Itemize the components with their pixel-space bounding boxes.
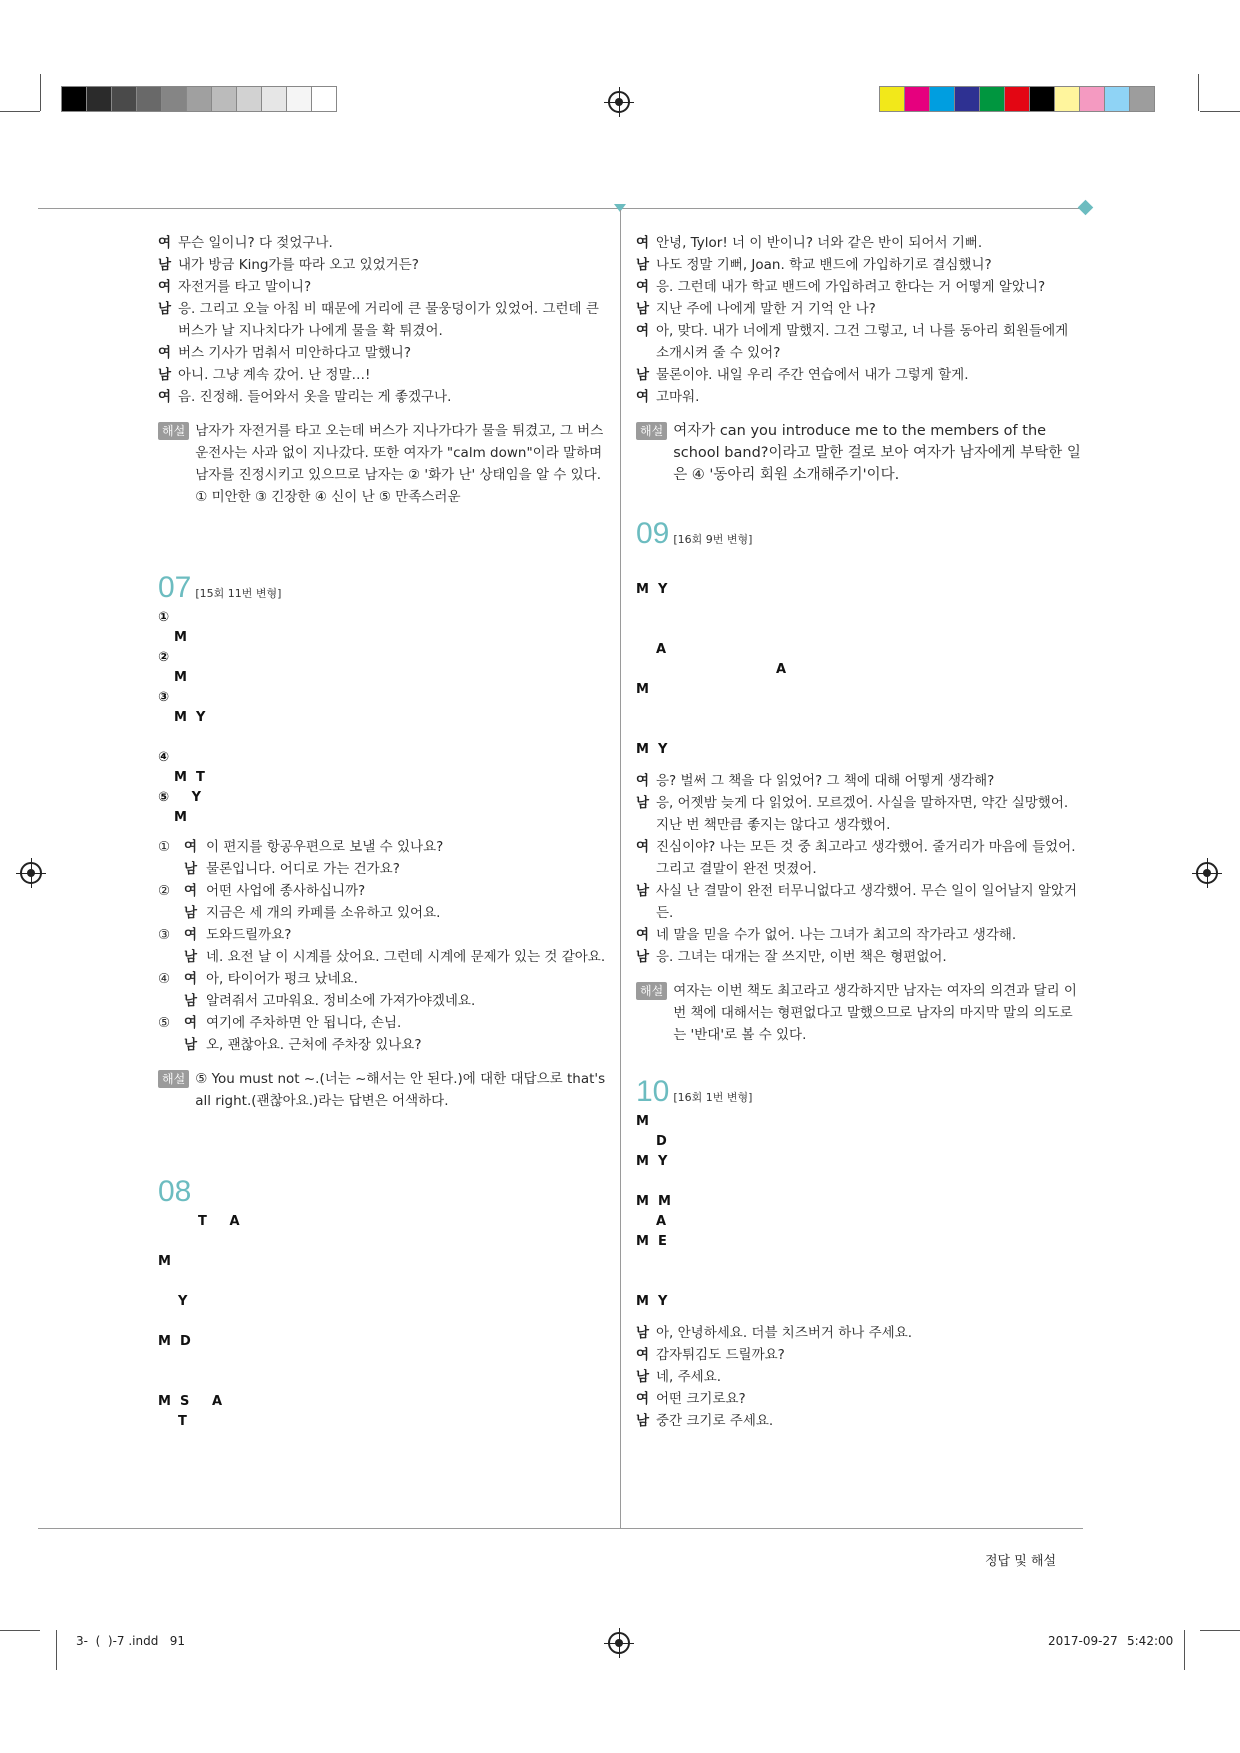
stub-line xyxy=(636,1252,1082,1272)
stub-label: M D xyxy=(158,1334,191,1349)
option-number: ⑤ xyxy=(158,1015,171,1031)
explanation-box xyxy=(158,1068,606,1112)
dialog-line xyxy=(158,254,606,276)
stub-label: D xyxy=(656,1134,667,1149)
color-swatch xyxy=(261,86,287,112)
explanation-text: ⑤ You must not ~.(너는 ~해서는 안 된다.)에 대한 대답으로 that's all right.(괜찮아요.)라는 답변은 어색하다. xyxy=(195,1071,606,1109)
dialog-text: 감자튀김도 드릴까요? xyxy=(656,1347,785,1363)
color-swatch xyxy=(286,86,312,112)
speaker-label: 여 xyxy=(184,927,198,943)
speaker-label: 여 xyxy=(184,1015,198,1031)
column-divider xyxy=(620,210,621,1528)
speaker-label: 남 xyxy=(184,949,198,965)
explanation-text: 여자는 이번 책도 최고라고 생각하지만 남자는 여자의 의견과 달리 이번 책에 대해서는 형편없다고 말했으므로 남자의 마지막 말의 의도로는 '반대'로 볼 수 있다. xyxy=(673,983,1077,1043)
stub-line xyxy=(636,600,1082,620)
color-swatch xyxy=(954,86,980,112)
stub-line xyxy=(636,1132,1082,1152)
stub-line xyxy=(158,808,606,828)
dialog-text: 네, 주세요. xyxy=(656,1369,722,1385)
question-stubs xyxy=(158,608,606,828)
stub-label: M Y xyxy=(636,1294,668,1309)
dialog-line xyxy=(636,924,1082,946)
stub-label: M xyxy=(636,1114,649,1129)
stub-line xyxy=(158,1312,606,1332)
color-swatch xyxy=(1054,86,1080,112)
question-header xyxy=(158,1172,606,1212)
dialog-text: 아, 안녕하세요. 더블 치즈버거 하나 주세요. xyxy=(656,1325,913,1341)
stub-line xyxy=(158,648,606,668)
dialog-line xyxy=(636,1366,1082,1388)
stub-line xyxy=(158,608,606,628)
dialog-text: 응. 그리고 오늘 아침 비 때문에 거리에 큰 물웅덩이가 있었어. 그런데 큰 버스가 날 지나치다가 나에게 물을 확 튀겼어. xyxy=(178,301,599,339)
explanation-tag: 해설 xyxy=(636,422,667,440)
speaker-label: 남 xyxy=(636,257,650,273)
answer-line xyxy=(158,880,606,902)
dialog-line xyxy=(636,1388,1082,1410)
stub-line xyxy=(636,700,1082,720)
explanation-box xyxy=(636,420,1082,486)
dialog-line xyxy=(158,276,606,298)
stub-line xyxy=(158,1392,606,1412)
dialog-line xyxy=(636,254,1082,276)
crop-mark xyxy=(1184,1630,1185,1670)
option-number xyxy=(158,946,184,968)
dialog-line xyxy=(636,1410,1082,1432)
color-swatch xyxy=(1004,86,1030,112)
option-number xyxy=(158,858,184,880)
speaker-label: 남 xyxy=(158,257,172,273)
stub-label: M S A xyxy=(158,1394,223,1409)
answer-line xyxy=(158,836,606,858)
registration-mark-right xyxy=(1196,862,1218,884)
dialog-text: 지난 주에 나에게 말한 거 기억 안 나? xyxy=(656,301,876,317)
question-number: 09 xyxy=(636,517,670,550)
answer-line xyxy=(158,858,606,880)
grayscale-color-bar xyxy=(62,86,337,112)
question-header xyxy=(636,1072,1082,1112)
speaker-label: 남 xyxy=(636,795,650,811)
dialog-text: 이 편지를 항공우편으로 보낼 수 있나요? xyxy=(206,839,444,855)
stub-line xyxy=(636,620,1082,640)
speaker-label: 여 xyxy=(158,345,172,361)
dialog-line xyxy=(636,386,1082,408)
stub-line xyxy=(636,660,1082,680)
dialog-text: 안녕, Tylor! 너 이 반이니? 너와 같은 반이 되어서 기뻐. xyxy=(656,235,983,251)
stub-line xyxy=(158,1232,606,1252)
speaker-label: 여 xyxy=(184,839,198,855)
color-swatch xyxy=(211,86,237,112)
answer-line xyxy=(158,946,606,968)
speaker-label: 남 xyxy=(636,883,650,899)
stub-label: M Y xyxy=(636,1154,668,1169)
speaker-label: 남 xyxy=(636,1369,650,1385)
stub-line xyxy=(158,1352,606,1372)
color-swatch xyxy=(186,86,212,112)
speaker-label: 남 xyxy=(184,993,198,1009)
dialog-line xyxy=(636,1344,1082,1366)
option-number: ② xyxy=(158,883,171,899)
stub-label: M M xyxy=(636,1194,671,1209)
color-swatch xyxy=(311,86,337,112)
crop-mark xyxy=(1200,1630,1240,1631)
dialog-line xyxy=(158,232,606,254)
dialog-text: 음. 진정해. 들어와서 옷을 말리는 게 좋겠구나. xyxy=(178,389,452,405)
stub-line xyxy=(636,1212,1082,1232)
dialog-text: 네 말을 믿을 수가 없어. 나는 그녀가 최고의 작가라고 생각해. xyxy=(656,927,1017,943)
dialog-line xyxy=(636,880,1082,924)
question-header xyxy=(636,514,1082,554)
crop-mark xyxy=(1198,74,1199,111)
speaker-label: 남 xyxy=(158,301,172,317)
color-swatch xyxy=(1029,86,1055,112)
stub-line xyxy=(636,680,1082,700)
dialog-text: 응. 그녀는 대개는 잘 쓰지만, 이번 책은 형편없어. xyxy=(656,949,947,965)
top-rule-end-diamond xyxy=(1078,200,1094,216)
answer-line xyxy=(158,1034,606,1056)
stub-label: ③ xyxy=(158,690,170,705)
speaker-label: 여 xyxy=(636,927,650,943)
dialog-block xyxy=(636,770,1082,968)
stub-line xyxy=(636,1232,1082,1252)
stub-label: M Y xyxy=(636,742,668,757)
speaker-label: 남 xyxy=(636,1325,650,1341)
answer-dialog xyxy=(158,836,606,1056)
color-swatch xyxy=(904,86,930,112)
speaker-label: 여 xyxy=(636,323,650,339)
speaker-label: 여 xyxy=(158,279,172,295)
speaker-label: 여 xyxy=(636,389,650,405)
crop-mark xyxy=(1200,111,1240,112)
dialog-line xyxy=(636,276,1082,298)
stub-line xyxy=(636,1272,1082,1292)
question-source: [16회 1번 변형] xyxy=(673,1091,753,1104)
dialog-text: 내가 방금 King가를 따라 오고 있었거든? xyxy=(178,257,419,273)
stub-label: M Y xyxy=(174,710,206,725)
registration-mark-left xyxy=(20,862,42,884)
print-date: 2017-09-27 xyxy=(1048,1634,1118,1648)
dialog-text: 물론입니다. 어디로 가는 건가요? xyxy=(206,861,400,877)
stub-label: ⑤ Y xyxy=(158,790,202,805)
speaker-label: 여 xyxy=(636,235,650,251)
dialog-block xyxy=(636,232,1082,408)
question-number: 08 xyxy=(158,1175,192,1208)
crop-mark xyxy=(0,111,40,112)
explanation-box xyxy=(158,420,606,508)
question-source: [15회 11번 변형] xyxy=(195,587,282,600)
answer-line xyxy=(158,924,606,946)
dialog-text: 응. 그런데 내가 학교 밴드에 가입하려고 한다는 거 어떻게 알았니? xyxy=(656,279,1046,295)
dialog-text: 어떤 사업에 종사하십니까? xyxy=(206,883,366,899)
stub-line xyxy=(158,688,606,708)
question-stubs xyxy=(636,1112,1082,1312)
dialog-line xyxy=(158,386,606,408)
stub-line xyxy=(158,1292,606,1312)
question-stubs xyxy=(158,1212,606,1432)
stub-label: ① xyxy=(158,610,170,625)
speaker-label: 여 xyxy=(636,839,650,855)
color-swatch xyxy=(111,86,137,112)
speaker-label: 여 xyxy=(158,389,172,405)
stub-line xyxy=(158,728,606,748)
stub-label: M xyxy=(158,1254,171,1269)
explanation-text: 남자가 자전거를 타고 오는데 버스가 지나가다가 물을 튀겼고, 그 버스 운전사는 사과 없이 지나갔다. 또한 여자가 "calm down"이라 말하며 남자를 진정시키고 있으므로 남자는 ② '화가 난' 상태임을 알 수 있다. xyxy=(195,423,604,483)
color-swatch xyxy=(1079,86,1105,112)
stub-label: M T xyxy=(174,770,205,785)
stub-line xyxy=(158,708,606,728)
explanation-tag: 해설 xyxy=(636,982,667,1000)
stub-label: A xyxy=(776,662,787,677)
dialog-line xyxy=(636,298,1082,320)
option-number: ③ xyxy=(158,927,171,943)
stub-line xyxy=(636,740,1082,760)
registration-mark-top xyxy=(608,91,630,113)
stub-label: T A xyxy=(198,1214,240,1229)
stub-line xyxy=(158,748,606,768)
stub-label: ② xyxy=(158,650,170,665)
stub-line xyxy=(636,1112,1082,1132)
stub-line xyxy=(636,580,1082,600)
color-swatch xyxy=(979,86,1005,112)
explanation-options: ① 미안한 ③ 긴장한 ④ 신이 난 ⑤ 만족스러운 xyxy=(195,489,461,505)
explanation-text: 여자가 can you introduce me to the members of the school band?이라고 말한 걸로 보아 여자가 남자에게 부탁한 일은 ④ '동아리 회원 소개해주기'이다. xyxy=(673,423,1081,483)
dialog-line xyxy=(158,298,606,342)
file-name: 3- ( )-7 .indd 91 xyxy=(76,1634,186,1648)
stub-line xyxy=(158,1412,606,1432)
stub-line xyxy=(158,1332,606,1352)
dialog-block xyxy=(158,232,606,408)
answer-line xyxy=(158,902,606,924)
answer-line xyxy=(158,968,606,990)
color-swatch xyxy=(1104,86,1130,112)
dialog-text: 응, 어젯밤 늦게 다 읽었어. 모르겠어. 사실을 말하자면, 약간 실망했어. 지난 번 책만큼 좋지는 않다고 생각했어. xyxy=(656,795,1069,833)
stub-line xyxy=(636,1292,1082,1312)
answer-line xyxy=(158,1012,606,1034)
color-swatch xyxy=(161,86,187,112)
option-number: ④ xyxy=(158,971,171,987)
speaker-label: 여 xyxy=(636,1347,650,1363)
answer-line xyxy=(158,990,606,1012)
color-swatch xyxy=(879,86,905,112)
stub-line xyxy=(636,1152,1082,1172)
dialog-line xyxy=(636,792,1082,836)
dialog-text: 물론이야. 내일 우리 주간 연습에서 내가 그렇게 할게. xyxy=(656,367,969,383)
speaker-label: 여 xyxy=(184,971,198,987)
stub-label: M xyxy=(174,630,187,645)
stub-label: ④ xyxy=(158,750,170,765)
dialog-text: 나도 정말 기뻐, Joan. 학교 밴드에 가입하기로 결심했니? xyxy=(656,257,992,273)
color-swatch xyxy=(61,86,87,112)
crop-mark xyxy=(56,1630,57,1670)
dialog-line xyxy=(636,836,1082,880)
dialog-text: 응? 벌써 그 책을 다 읽었어? 그 책에 대해 어떻게 생각해? xyxy=(656,773,995,789)
explanation-tag: 해설 xyxy=(158,422,189,440)
speaker-label: 여 xyxy=(158,235,172,251)
dialog-line xyxy=(636,1322,1082,1344)
speaker-label: 남 xyxy=(184,1037,198,1053)
speaker-label: 남 xyxy=(636,301,650,317)
option-number xyxy=(158,902,184,924)
explanation-box xyxy=(636,980,1082,1046)
stub-line xyxy=(158,1372,606,1392)
dialog-line xyxy=(636,364,1082,386)
dialog-text: 지금은 세 개의 카페를 소유하고 있어요. xyxy=(206,905,441,921)
stub-line xyxy=(158,768,606,788)
print-time: 5:42:00 xyxy=(1127,1634,1174,1648)
stub-line xyxy=(636,1192,1082,1212)
crop-mark xyxy=(40,74,41,111)
dialog-line xyxy=(158,364,606,386)
speaker-label: 남 xyxy=(158,367,172,383)
color-swatch xyxy=(1129,86,1155,112)
question-stubs xyxy=(636,580,1082,760)
color-swatch xyxy=(136,86,162,112)
color-swatch xyxy=(86,86,112,112)
dialog-text: 무슨 일이니? 다 젖었구나. xyxy=(178,235,333,251)
question-source: [16회 9번 변형] xyxy=(673,533,753,546)
explanation-tag: 해설 xyxy=(158,1070,189,1088)
speaker-label: 남 xyxy=(184,905,198,921)
question-number: 07 xyxy=(158,571,192,604)
stub-line xyxy=(158,628,606,648)
dialog-text: 네. 요전 날 이 시계를 샀어요. 그런데 시계에 문제가 있는 것 같아요. xyxy=(206,949,606,965)
dialog-text: 고마워. xyxy=(656,389,700,405)
process-color-bar xyxy=(880,86,1155,112)
top-rule xyxy=(38,208,1083,209)
option-number xyxy=(158,1034,184,1056)
speaker-label: 남 xyxy=(636,949,650,965)
stub-label: M xyxy=(174,810,187,825)
stub-line xyxy=(158,1272,606,1292)
left-column xyxy=(158,232,606,1432)
dialog-line xyxy=(636,232,1082,254)
dialog-text: 진심이야? 나는 모든 것 중 최고라고 생각했어. 줄거리가 마음에 들었어. 그리고 결말이 완전 멋졌어. xyxy=(656,839,1076,877)
dialog-text: 사실 난 결말이 완전 터무니없다고 생각했어. 무슨 일이 일어날지 알았거든. xyxy=(656,883,1078,921)
page-label: 정답 및 해설 xyxy=(985,1554,1057,1569)
speaker-label: 남 xyxy=(184,861,198,877)
stub-line xyxy=(636,720,1082,740)
registration-mark-bottom xyxy=(608,1632,630,1654)
color-swatch xyxy=(236,86,262,112)
stub-label: M E xyxy=(636,1234,667,1249)
stub-label: T xyxy=(178,1414,187,1429)
stub-line xyxy=(636,1172,1082,1192)
speaker-label: 여 xyxy=(184,883,198,899)
speaker-label: 여 xyxy=(636,279,650,295)
option-number: ① xyxy=(158,839,171,855)
speaker-label: 여 xyxy=(636,773,650,789)
dialog-line xyxy=(158,342,606,364)
stub-line xyxy=(158,788,606,808)
dialog-text: 여기에 주차하면 안 됩니다, 손님. xyxy=(206,1015,402,1031)
stub-label: A xyxy=(656,1214,667,1229)
question-number: 10 xyxy=(636,1075,670,1108)
crop-mark xyxy=(0,1630,40,1631)
bottom-rule xyxy=(38,1528,1083,1529)
right-column xyxy=(636,232,1082,1432)
stub-label: M Y xyxy=(636,582,668,597)
option-number xyxy=(158,990,184,1012)
dialog-text: 알려줘서 고마워요. 정비소에 가져가야겠네요. xyxy=(206,993,476,1009)
dialog-text: 아, 맞다. 내가 너에게 말했지. 그건 그렇고, 너 나를 동아리 회원들에게 소개시켜 줄 수 있어? xyxy=(656,323,1069,361)
stub-line xyxy=(158,1252,606,1272)
dialog-text: 오, 괜찮아요. 근처에 주차장 있나요? xyxy=(206,1037,422,1053)
dialog-text: 버스 기사가 멈춰서 미안하다고 말했니? xyxy=(178,345,411,361)
dialog-block xyxy=(636,1322,1082,1432)
color-swatch xyxy=(929,86,955,112)
stub-line xyxy=(158,668,606,688)
stub-label: A xyxy=(656,642,667,657)
dialog-line xyxy=(636,946,1082,968)
speaker-label: 여 xyxy=(636,1391,650,1407)
dialog-text: 아, 타이어가 펑크 났네요. xyxy=(206,971,358,987)
stub-line xyxy=(158,1212,606,1232)
stub-label: M xyxy=(636,682,649,697)
stub-line xyxy=(636,640,1082,660)
dialog-text: 도와드릴까요? xyxy=(206,927,292,943)
stub-label: Y xyxy=(178,1294,188,1309)
speaker-label: 남 xyxy=(636,1413,650,1429)
dialog-text: 자전거를 타고 말이니? xyxy=(178,279,312,295)
dialog-text: 아니. 그냥 계속 갔어. 난 정말…! xyxy=(178,367,371,383)
dialog-text: 어떤 크기로요? xyxy=(656,1391,746,1407)
dialog-line xyxy=(636,770,1082,792)
speaker-label: 남 xyxy=(636,367,650,383)
stub-label: M xyxy=(174,670,187,685)
dialog-text: 중간 크기로 주세요. xyxy=(656,1413,774,1429)
question-header xyxy=(158,568,606,608)
dialog-line xyxy=(636,320,1082,364)
